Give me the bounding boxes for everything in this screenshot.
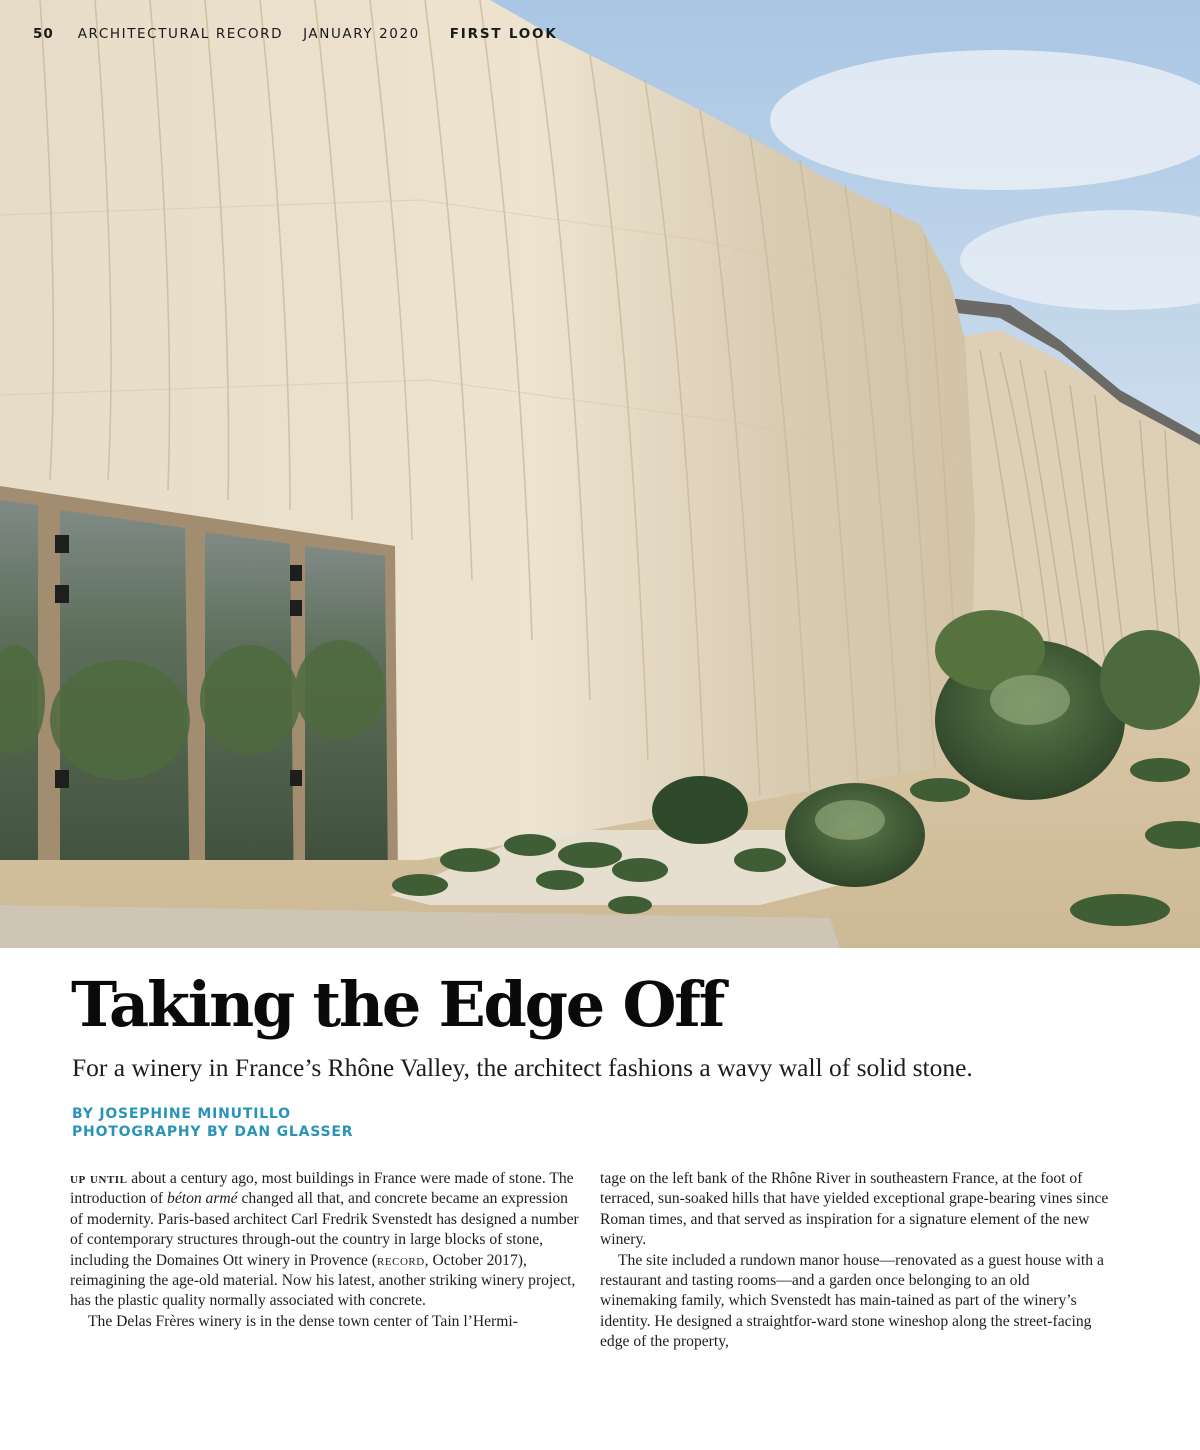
page-number: 50 — [33, 26, 54, 42]
paragraph — [70, 1169, 580, 1312]
running-header — [33, 26, 572, 44]
magazine-name: ARCHITECTURAL RECORD — [77, 26, 284, 42]
text-run: about a century ago, most buildings in France were made of stone. The introduction of — [70, 1170, 574, 1208]
record-reference: record — [377, 1251, 425, 1269]
credits — [72, 1105, 353, 1141]
photo-credit: PHOTOGRAPHY BY DAN GLASSER — [72, 1124, 354, 1140]
body-column-2 — [600, 1169, 1110, 1353]
article-headline: Taking the Edge Off — [71, 968, 724, 1041]
italic-term: béton armé — [167, 1190, 238, 1208]
section-label: FIRST LOOK — [449, 26, 558, 42]
paragraph: The Delas Frères winery is in the dense town center of Tain l’Hermi- — [88, 1312, 518, 1330]
paragraph: tage on the left bank of the Rhône River in southeastern France, at the foot of terraced, sun-soaked hills that have yielded exceptional grape-bearing vines since Roman times, and that served as inspiration for a signature element of the new winery. — [600, 1170, 1109, 1249]
paragraph: The site included a rundown manor house—renovated as a guest house with a restaurant and tasting rooms—and a garden once belonging to an old winemaking family, which Svenstedt has main-tained as part of the winery’s identity. He designed a straightfor-ward stone wineshop along the street-facing edge of the property, — [600, 1251, 1104, 1351]
text-run: changed all that, and concrete became an expression of modernity. Paris-based architect Carl Fredrik Svenstedt has designed a number of contemporary structures through-out the country in large blocks of stone, including the Domaines Ott winery in Provence ( — [70, 1190, 579, 1269]
text-run: , October 2017), reimagining the age-old material. Now his latest, another striking winery project, has the plastic quality normally associated with concrete. — [70, 1251, 576, 1310]
issue-date: JANUARY 2020 — [303, 26, 420, 42]
byline: BY JOSEPHINE MINUTILLO — [72, 1106, 291, 1122]
lead-in: up until — [70, 1170, 128, 1187]
body-column-1 — [70, 1169, 580, 1332]
article-dek: For a winery in France’s Rhône Valley, the architect fashions a wavy wall of solid stone. — [72, 1053, 973, 1082]
